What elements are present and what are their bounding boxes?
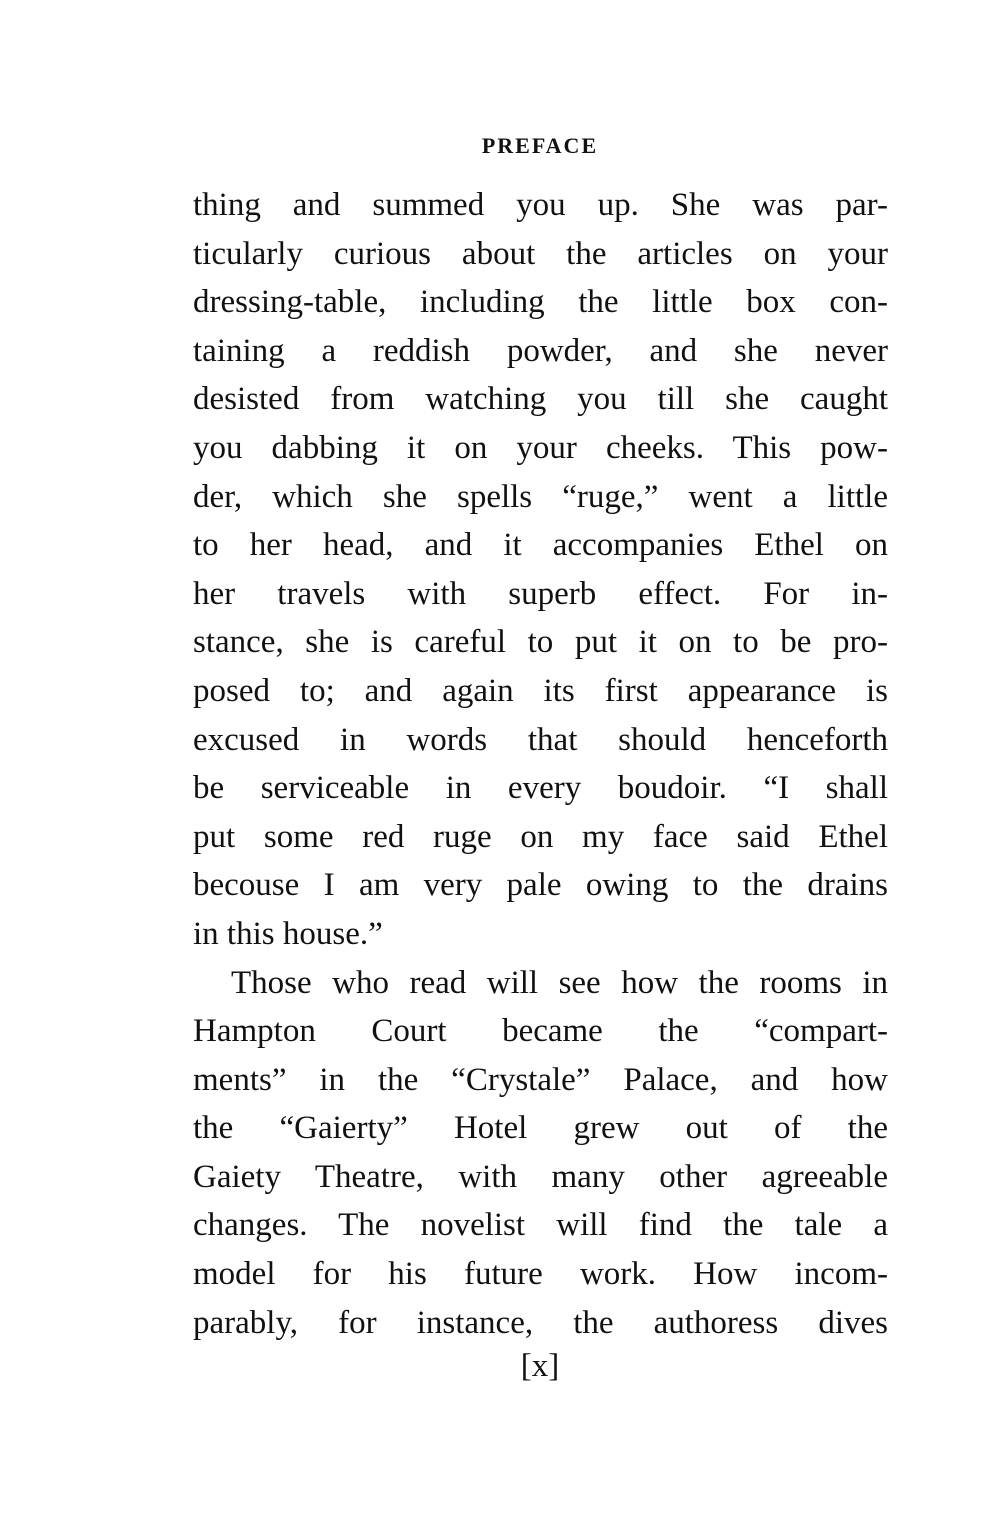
text-line: you dabbing it on your cheeks. This pow-	[193, 429, 888, 466]
page-number: [x]	[520, 1348, 560, 1384]
text-line: becouse I am very pale owing to the drains	[193, 867, 888, 904]
text-line: in this house.”	[193, 915, 383, 952]
text-line: ments” in the “Crystale” Palace, and how	[193, 1061, 888, 1098]
text-line: thing and summed you up. She was par-	[193, 187, 888, 223]
text-line: put some red ruge on my face said Ethel	[193, 818, 888, 855]
paragraph-1	[193, 181, 888, 959]
text-line: dressing-table, including the little box con-	[193, 284, 888, 321]
text-line: posed to; and again its first appearance is	[193, 672, 888, 709]
text-line: Hampton Court became the “compart-	[193, 1013, 888, 1050]
text-line: taining a reddish powder, and she never	[193, 332, 888, 369]
text-line: desisted from watching you till she caught	[193, 381, 888, 418]
text-line: excused in words that should henceforth	[193, 721, 888, 758]
text-line: parably, for instance, the authoress dives	[193, 1304, 888, 1341]
text-line: her travels with superb effect. For in-	[193, 575, 888, 612]
text-line: der, which she spells “ruge,” went a little	[193, 478, 888, 515]
text-line: Gaiety Theatre, with many other agreeable	[193, 1158, 888, 1195]
text-line: the “Gaierty” Hotel grew out of the	[193, 1110, 888, 1147]
text-line: changes. The novelist will find the tale a	[193, 1207, 888, 1244]
text-line: Those who read will see how the rooms in	[231, 964, 888, 1001]
text-line: to her head, and it accompanies Ethel on	[193, 527, 888, 564]
running-head: PREFACE	[481, 133, 599, 158]
body-text	[193, 181, 888, 1347]
paragraph-2	[193, 959, 888, 1348]
text-line: be serviceable in every boudoir. “I shall	[193, 770, 888, 807]
text-line: model for his future work. How incom-	[193, 1256, 888, 1293]
text-line: ticularly curious about the articles on your	[193, 235, 888, 272]
text-line: stance, she is careful to put it on to be pro-	[193, 624, 888, 661]
